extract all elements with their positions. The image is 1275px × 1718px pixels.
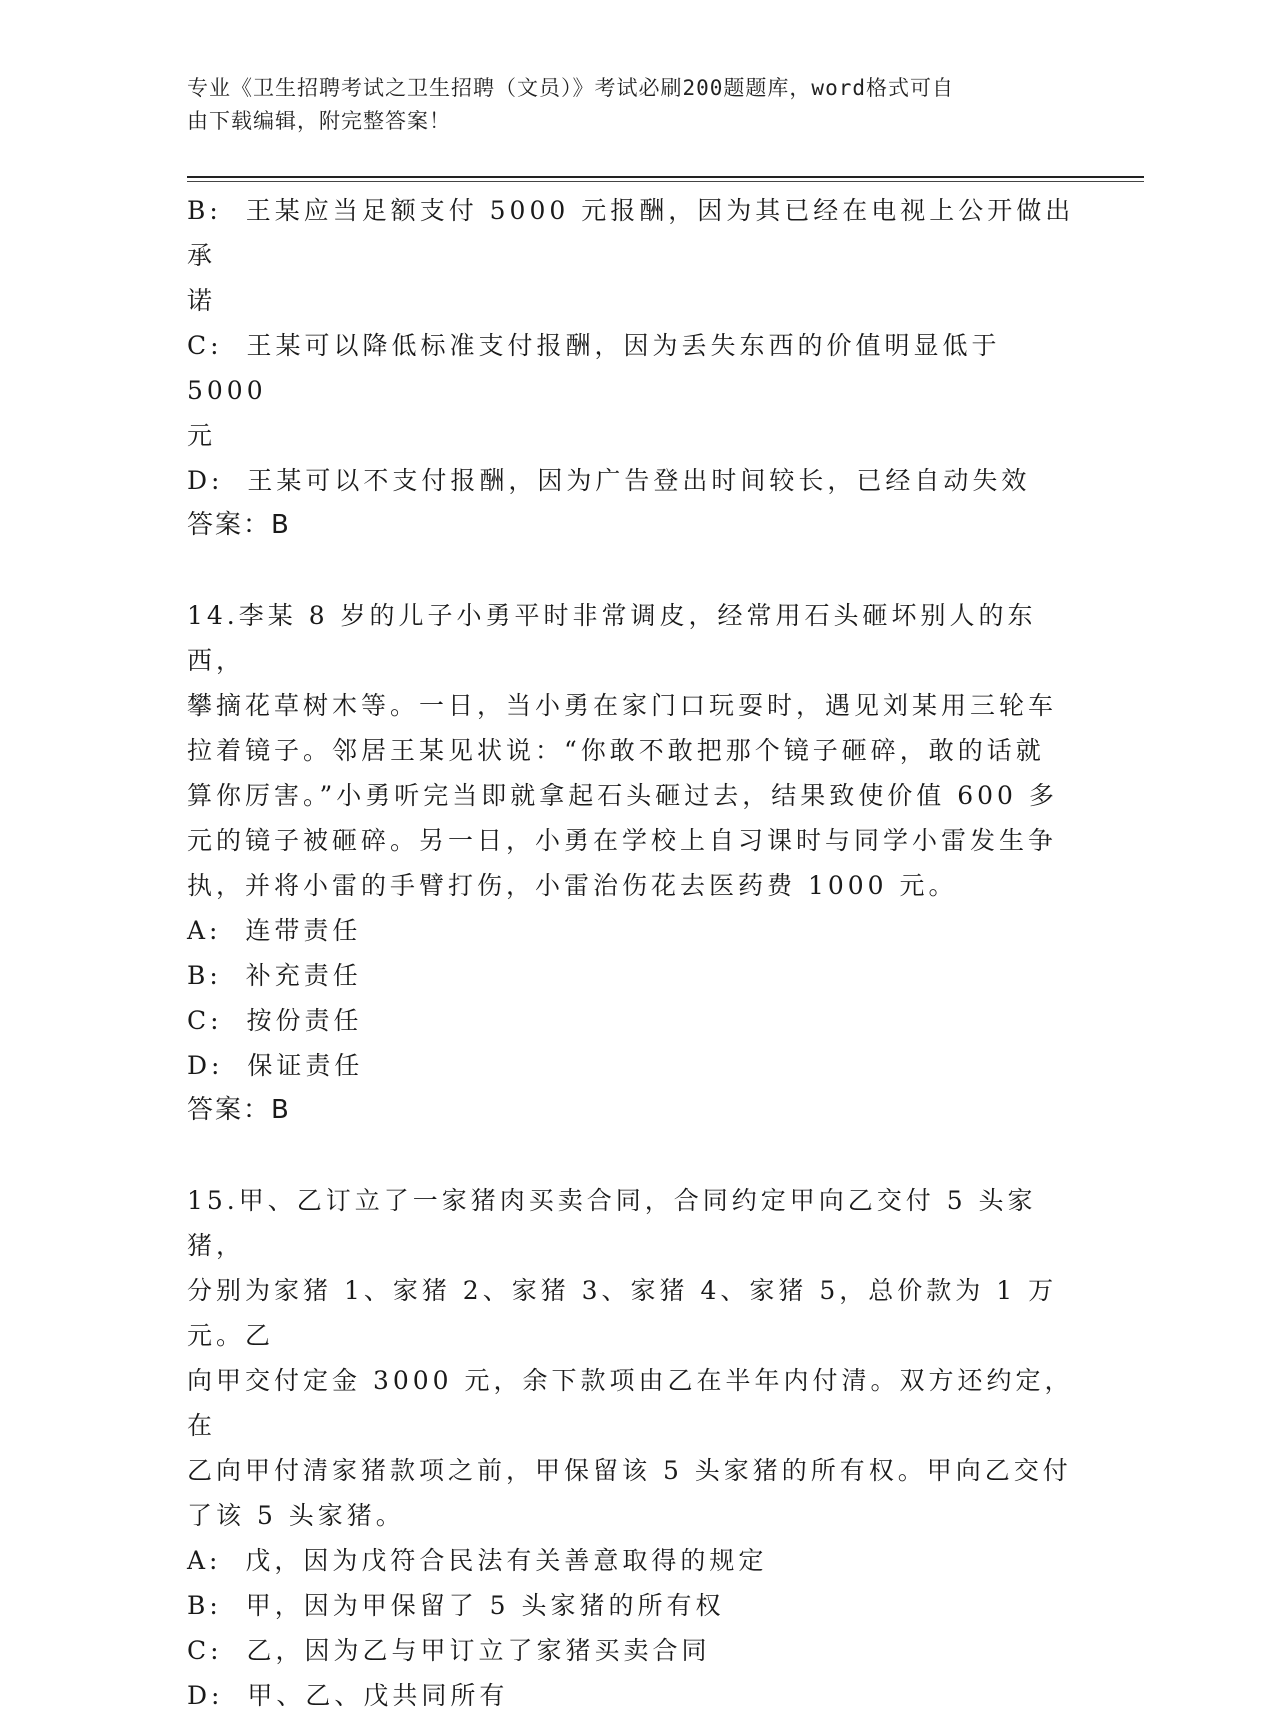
option-a: A: 连带责任 bbox=[187, 916, 362, 945]
question-14 bbox=[187, 593, 1087, 1133]
question-stem-line: 分别为家猪 1、家猪 2、家猪 3、家猪 4、家猪 5，总价款为 1 万元。乙 bbox=[187, 1276, 1058, 1350]
spacer bbox=[187, 1133, 1087, 1178]
header-line-1: 专业《卫生招聘考试之卫生招聘（文员）》考试必刷200题题库，word格式可自 bbox=[187, 76, 954, 100]
question-stem-line: 15.甲、乙订立了一家猪肉买卖合同，合同约定甲向乙交付 5 头家猪， bbox=[187, 1186, 1037, 1260]
question-stem-line: 算你厉害。”小勇听完当即就拿起石头砸过去，结果致使价值 600 多 bbox=[187, 781, 1058, 810]
option-b-line-1: B: 王某应当足额支付 5000 元报酬，因为其已经在电视上公开做出承 bbox=[187, 196, 1075, 270]
question-stem-line: 14.李某 8 岁的儿子小勇平时非常调皮，经常用石头砸坏别人的东西， bbox=[187, 601, 1037, 675]
document-header bbox=[187, 72, 1067, 138]
document-body bbox=[187, 188, 1087, 1718]
option-c-line-1: C: 王某可以降低标准支付报酬，因为丢失东西的价值明显低于 5000 bbox=[187, 331, 1013, 405]
answer-14: 答案：B bbox=[187, 1095, 291, 1125]
answer-13: 答案：B bbox=[187, 510, 291, 540]
option-d: D: 王某可以不支付报酬，因为广告登出时间较长，已经自动失效 bbox=[187, 466, 1031, 495]
question-stem-line: 了该 5 头家猪。 bbox=[187, 1501, 405, 1530]
header-divider-thick bbox=[187, 176, 1144, 178]
question-stem-line: 乙向甲付清家猪款项之前，甲保留该 5 头家猪的所有权。甲向乙交付 bbox=[187, 1456, 1072, 1485]
question-stem-line: 拉着镜子。邻居王某见状说：“你敢不敢把那个镜子砸碎，敢的话就 bbox=[187, 736, 1045, 765]
question-stem-line: 执，并将小雷的手臂打伤，小雷治伤花去医药费 1000 元。 bbox=[187, 871, 958, 900]
option-d: D: 甲、乙、戊共同所有 bbox=[187, 1681, 509, 1710]
header-divider-thin bbox=[187, 181, 1144, 182]
option-b-line-2: 诺 bbox=[187, 286, 217, 315]
option-c: C: 乙，因为乙与甲订立了家猪买卖合同 bbox=[187, 1636, 711, 1665]
option-d: D: 保证责任 bbox=[187, 1051, 364, 1080]
question-15 bbox=[187, 1178, 1087, 1718]
option-b: B: 甲，因为甲保留了 5 头家猪的所有权 bbox=[187, 1591, 725, 1620]
question-13-tail bbox=[187, 188, 1087, 548]
option-b: B: 补充责任 bbox=[187, 961, 362, 990]
option-c-line-2: 元 bbox=[187, 421, 217, 450]
option-a: A: 戊，因为戊符合民法有关善意取得的规定 bbox=[187, 1546, 768, 1575]
option-c: C: 按份责任 bbox=[187, 1006, 363, 1035]
question-stem-line: 向甲交付定金 3000 元，余下款项由乙在半年内付清。双方还约定，在 bbox=[187, 1366, 1074, 1440]
spacer bbox=[187, 548, 1087, 593]
question-stem-line: 元的镜子被砸碎。另一日，小勇在学校上自习课时与同学小雷发生争 bbox=[187, 826, 1058, 855]
question-stem-line: 攀摘花草树木等。一日，当小勇在家门口玩耍时，遇见刘某用三轮车 bbox=[187, 691, 1058, 720]
header-line-2: 由下载编辑，附完整答案！ bbox=[187, 109, 451, 133]
